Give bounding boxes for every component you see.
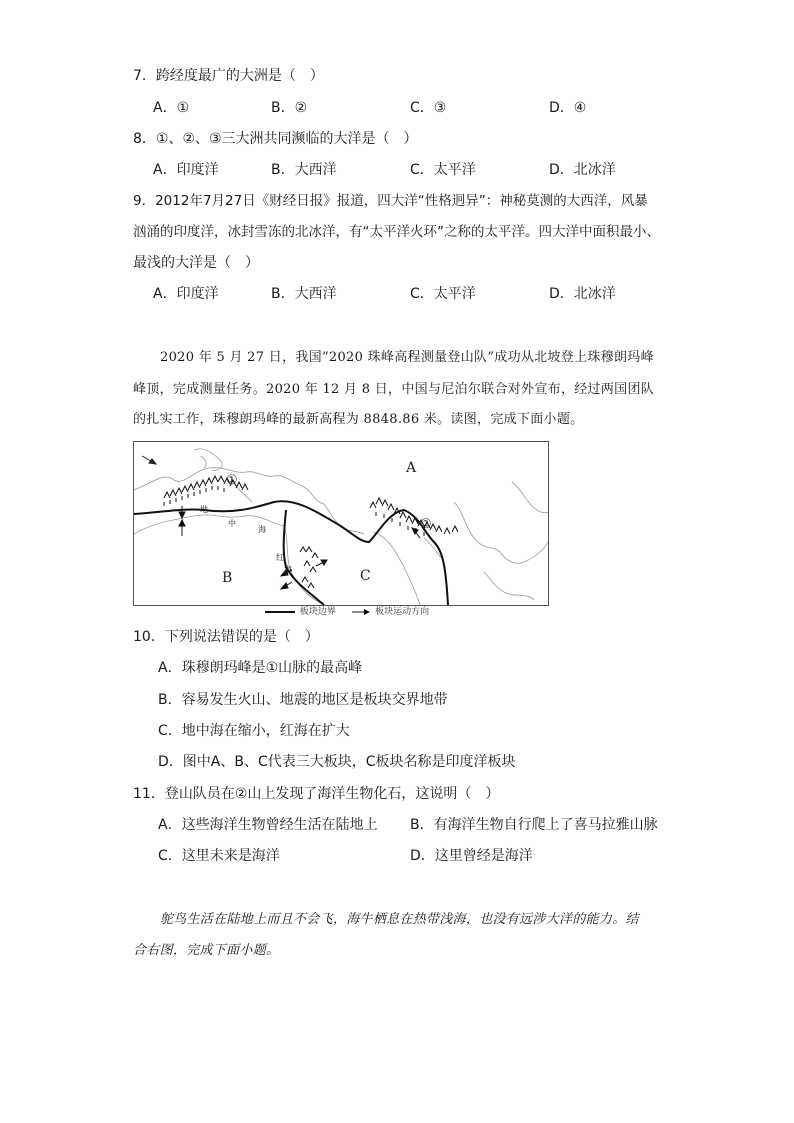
q8-option-b: B．大西洋 xyxy=(271,162,337,178)
passage1-line-1: 2020 年 5 月 27 日，我国“2020 珠峰高程测量登山队”成功从北坡登上珠穆朗玛峰 xyxy=(160,350,654,365)
plate-motion-arrow-nw xyxy=(142,456,156,464)
q10-option-a: A．珠穆朗玛峰是①山脉的最高峰 xyxy=(158,660,363,676)
passage1-line-3: 的扎实工作，珠穆朗玛峰的最新高程为 8848.86 米。读图，完成下面小题。 xyxy=(133,412,584,427)
q7-option-c: C．③ xyxy=(410,100,447,116)
q10-option-d: D．图中A、B、C代表三大板块，C板块名称是印度洋板块 xyxy=(158,754,516,770)
q9-stem-line-1: 9．2012年7月27日《财经日报》报道，四大洋“性格迥异”：神秘莫测的大西洋，风暴 xyxy=(133,193,648,209)
q11-option-d: D．这里曾经是海洋 xyxy=(410,848,533,864)
passage2-line-2: 合右图，完成下面小题。 xyxy=(133,943,280,958)
q9-option-b: B．大西洋 xyxy=(271,286,337,302)
sea-label-hai: 海 xyxy=(258,525,266,534)
q8-option-d: D．北冰洋 xyxy=(549,162,616,178)
q9-stem-line-3: 最浅的大洋是（ ） xyxy=(133,255,259,271)
plate-label-a: A xyxy=(406,460,417,476)
sea-label-hai-red: 海 xyxy=(284,565,292,574)
map-legend xyxy=(263,604,429,617)
q11-stem: 11．登山队员在②山上发现了海洋生物化石，这说明（ ） xyxy=(133,786,500,802)
q9-option-c: C．太平洋 xyxy=(410,286,476,302)
q10-option-b: B．容易发生火山、地震的地区是板块交界地带 xyxy=(158,692,448,708)
direction-legend-icon xyxy=(350,608,372,616)
legend-boundary-label: 板块边界 xyxy=(299,607,336,617)
sea-label-hong: 红 xyxy=(276,553,284,562)
plate-motion-arrows xyxy=(179,506,420,589)
passage2-line-1: 鸵鸟生活在陆地上而且不会飞，海牛栖息在热带浅海，也没有远涉大洋的能力。结 xyxy=(160,912,639,927)
q10-stem: 10．下列说法错误的是（ ） xyxy=(133,629,319,645)
q7-option-d: D．④ xyxy=(549,100,587,116)
q11-option-b: B．有海洋生物自行爬上了喜马拉雅山脉 xyxy=(410,817,658,833)
sea-label-di: 地 xyxy=(200,505,208,514)
plate-label-c: C xyxy=(360,568,371,584)
sea-label-zhong: 中 xyxy=(228,519,236,528)
q11-option-a: A．这些海洋生物曾经生活在陆地上 xyxy=(158,817,378,833)
q7-option-a: A．① xyxy=(153,100,190,116)
q8-option-a: A．印度洋 xyxy=(153,162,219,178)
plate-label-b: B xyxy=(222,570,233,586)
q9-option-d: D．北冰洋 xyxy=(549,286,616,302)
q8-option-c: C．太平洋 xyxy=(410,162,476,178)
marker-1: ① xyxy=(226,473,238,488)
red-sea-rift xyxy=(300,547,318,588)
q10-option-c: C．地中海在缩小，红海在扩大 xyxy=(158,723,350,739)
plate-map-figure xyxy=(133,441,549,606)
q7-option-b: B．② xyxy=(271,100,308,116)
plate-map xyxy=(134,442,548,605)
q9-option-a: A．印度洋 xyxy=(153,286,219,302)
marker-2: ② xyxy=(420,517,432,532)
passage1-line-2: 峰顶，完成测量任务。2020 年 12 月 8 日，中国与尼泊尔联合对外宣布，经过两国团队 xyxy=(133,382,655,397)
q9-stem-line-2: 汹涌的印度洋，冰封雪冻的北冰洋，有“太平洋火环”之称的太平洋。四大洋中面积最小、 xyxy=(133,224,660,240)
boundary-legend-icon xyxy=(263,608,297,616)
q11-option-c: C．这里未来是海洋 xyxy=(158,848,280,864)
q7-stem: 7．跨经度最广的大洲是（ ） xyxy=(133,68,324,84)
legend-direction-label: 板块运动方向 xyxy=(375,607,430,617)
q8-stem: 8．①、②、③三大洲共同濒临的大洋是（ ） xyxy=(133,131,418,147)
